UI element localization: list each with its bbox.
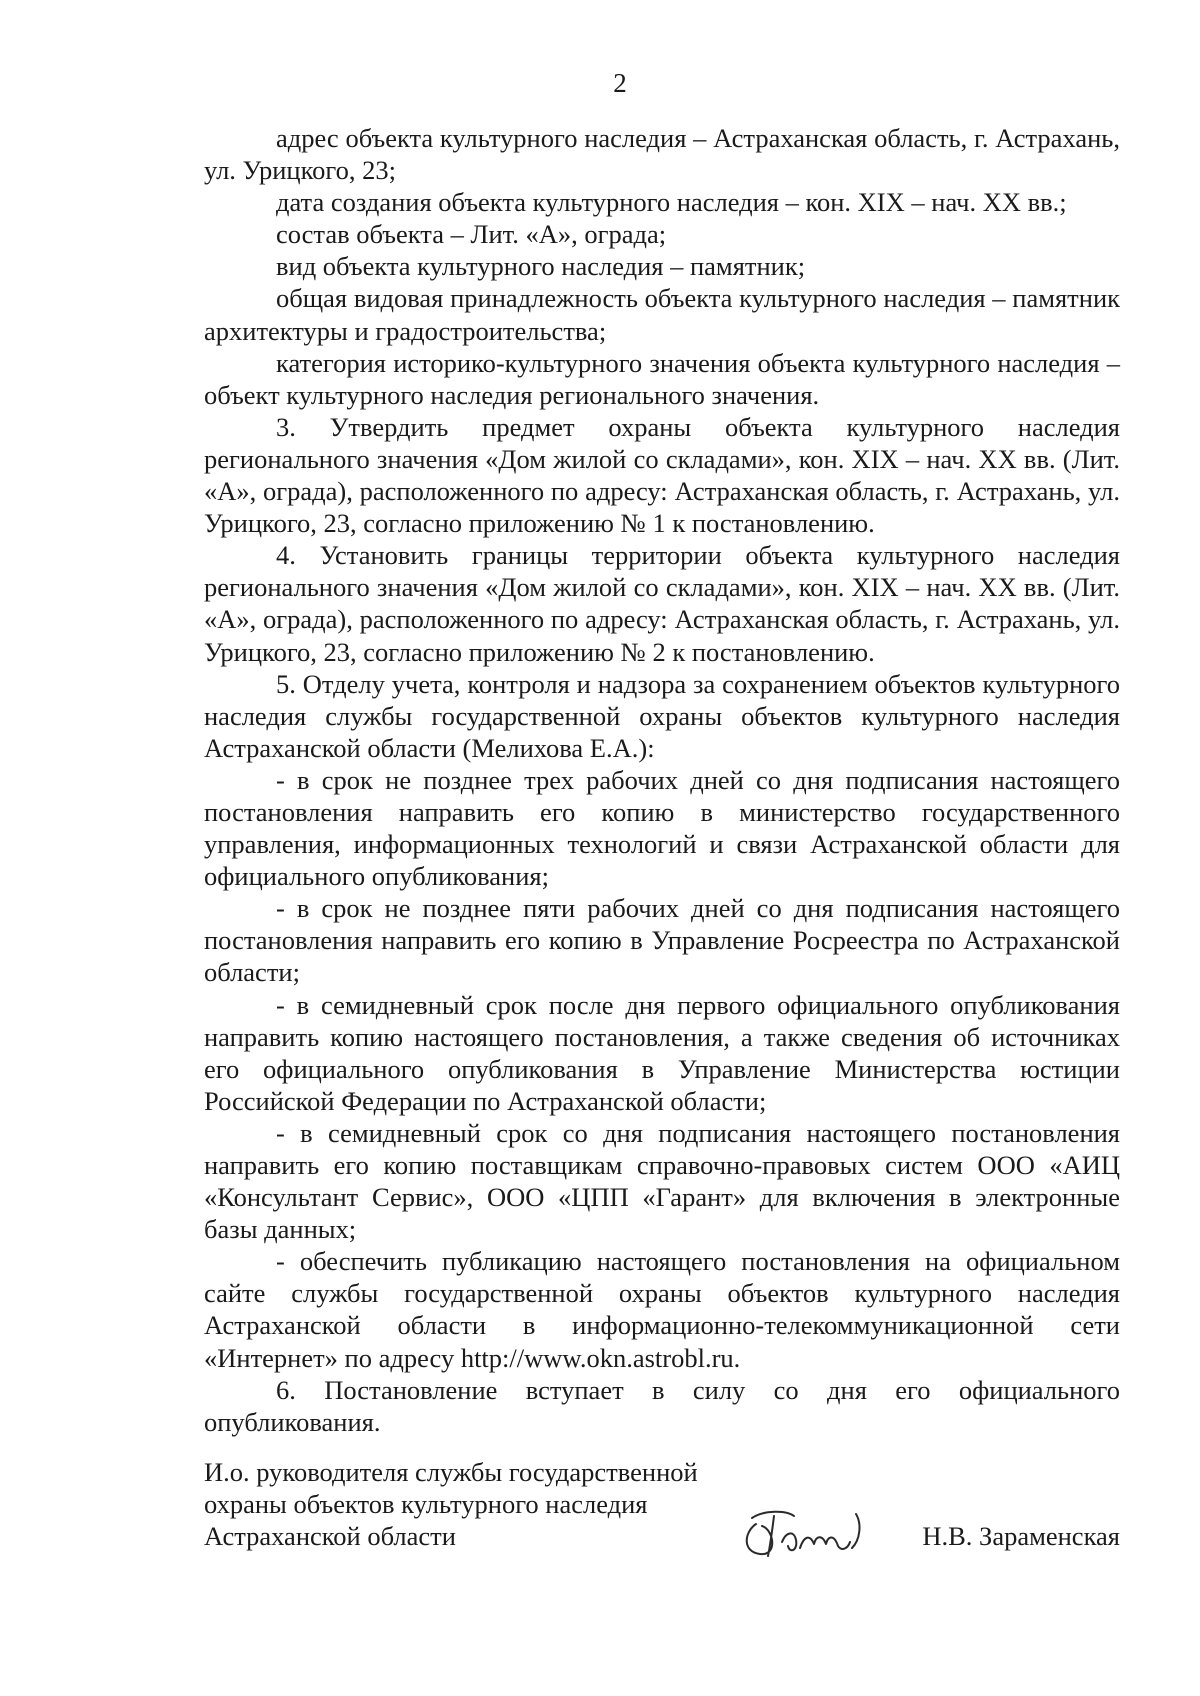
paragraph: дата создания объекта культурного наследия – кон. XIX – нач. XX вв.; xyxy=(276,187,1067,218)
signatory-position xyxy=(204,1456,698,1552)
paragraph: 3. Утвердить предмет охраны объекта культурного наследия регионального значения «Дом жилой со складами», кон. XIX – нач. XX вв. (Лит. «А», ограда), расположенного по адресу: Астраханская область, г. Астрахань, ул. Урицкого, 23, согласно приложению № 1 к постановлению. xyxy=(204,411,1120,539)
paragraph: 4. Установить границы территории объекта культурного наследия регионального значения «Дом жилой со складами», кон. XIX – нач. XX вв. (Лит. «А», ограда), расположенного по адресу: Астраханская область, г. Астрахань, ул. Урицкого, 23, согласно приложению № 2 к постановлению. xyxy=(204,540,1120,667)
signatory-position-line: охраны объектов культурного наследия xyxy=(204,1489,648,1520)
paragraph: общая видовая принадлежность объекта культурного наследия – памятник архитектуры и градостроительства; xyxy=(204,283,1120,346)
signature-block xyxy=(204,1456,1120,1576)
paragraph: 6. Постановление вступает в силу со дня его официального опубликования. xyxy=(204,1374,1120,1437)
paragraph: - в семидневный срок со дня подписания настоящего постановления направить его копию поставщикам справочно-правовых систем ООО «АИЦ «Консультант Сервис», ООО «ЦПП «Гарант» для включения в электронные базы данных; xyxy=(204,1117,1120,1245)
paragraph: вид объекта культурного наследия – памятник; xyxy=(276,251,806,282)
signatory-name: Н.В. Зараменская xyxy=(922,1521,1120,1551)
paragraph: - в срок не позднее трех рабочих дней со дня подписания настоящего постановления направить его копию в министерство государственного управления, информационных технологий и связи Астраханской области для официального опубликования; xyxy=(204,764,1120,892)
paragraph: - в срок не позднее пяти рабочих дней со дня подписания настоящего постановления направить его копию в Управление Росреестра по Астраханской области; xyxy=(204,893,1120,988)
paragraph: адрес объекта культурного наследия – Астраханская область, г. Астрахань, ул. Урицкого, 23; xyxy=(204,123,1120,186)
handwritten-signature xyxy=(734,1496,874,1566)
paragraph: состав объекта – Лит. «А», ограда; xyxy=(276,219,667,250)
paragraph: 5. Отделу учета, контроля и надзора за сохранением объектов культурного наследия службы государственной охраны объектов культурного наследия Астраханской области (Мелихова Е.А.): xyxy=(204,668,1120,763)
paragraph: - в семидневный срок после дня первого официального опубликования направить копию настоящего постановления, а также сведения об источниках его официального опубликования в Управление Министерства юстиции Российской Федерации по Астраханской области; xyxy=(204,989,1120,1116)
signatory-position-line: Астраханской области xyxy=(204,1521,456,1552)
document-body xyxy=(204,122,1120,1438)
signatory-position-line: И.о. руководителя службы государственной xyxy=(204,1457,698,1487)
page-number: 2 xyxy=(613,68,627,98)
paragraph: - обеспечить публикацию настоящего постановления на официальном сайте службы государственной охраны объектов культурного наследия Астраханской области в информационно-телекоммуникационной сети «Интернет» по адресу http://www.okn.astrobl.ru. xyxy=(204,1246,1120,1373)
paragraph: категория историко-культурного значения объекта культурного наследия – объект культурного наследия регионального значения. xyxy=(204,347,1120,410)
